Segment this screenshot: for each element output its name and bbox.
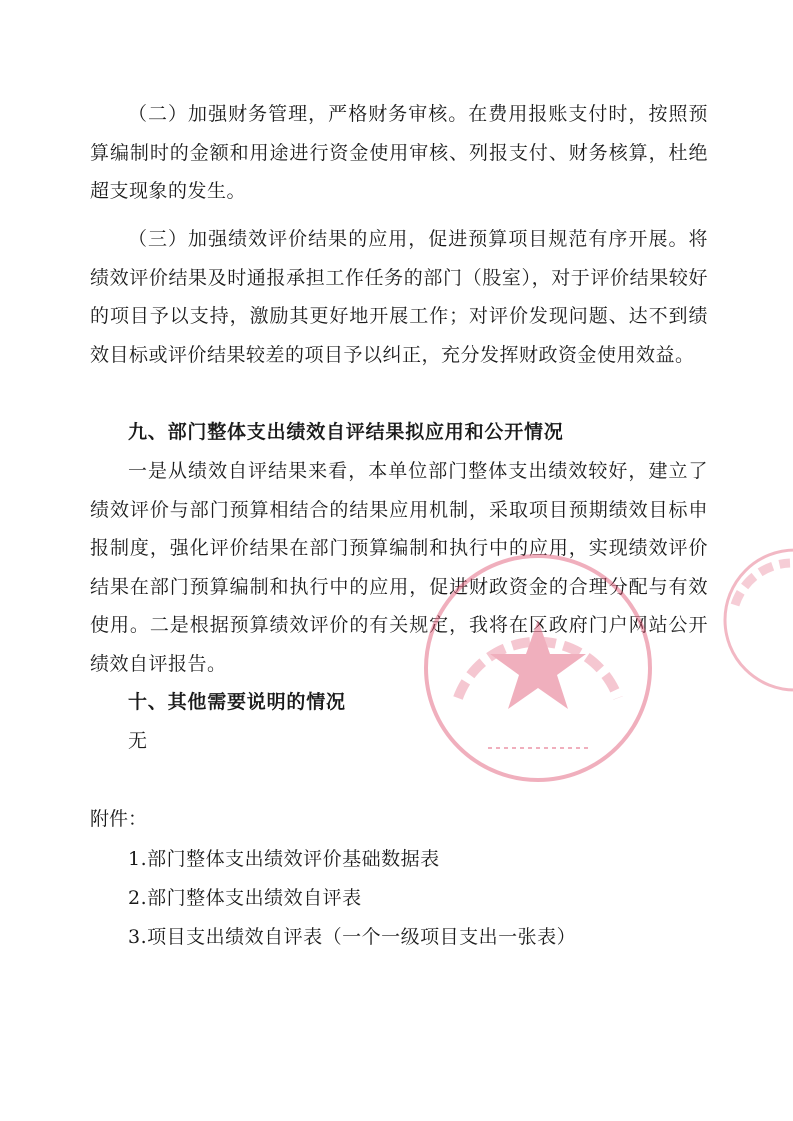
section-heading-ten: 十、其他需要说明的情况: [128, 691, 346, 713]
paragraph-none: 无: [128, 730, 148, 752]
paragraph-evaluation-results: （三）加强绩效评价结果的应用，促进预算项目规范有序开展。将绩效评价结果及时通报承担工作任务的部门（股室），对于评价结果较好的项目予以支持，激励其更好地开展工作；对评价发现问题、达不到绩效目标或评价结果较差的项目予以纠正，充分发挥财政资金使用效益。: [90, 228, 708, 366]
attachment-item-1: 1.部门整体支出绩效评价基础数据表: [128, 848, 440, 870]
section-heading-nine: 九、部门整体支出绩效自评结果拟应用和公开情况: [128, 421, 564, 443]
official-seal-partial-icon: [720, 545, 793, 695]
attachment-item-3: 3.项目支出绩效自评表（一个一级项目支出一张表）: [128, 926, 577, 948]
paragraph-finance-management: （二）加强财务管理，严格财务审核。在费用报账支付时，按照预算编制时的金额和用途进行资金使用审核、列报支付、财务核算，杜绝超支现象的发生。: [90, 103, 708, 202]
attachments-label: 附件：: [90, 808, 148, 830]
attachment-item-2: 2.部门整体支出绩效自评表: [128, 887, 362, 909]
paragraph-self-evaluation-application: 一是从绩效自评结果来看，本单位部门整体支出绩效较好，建立了绩效评价与部门预算相结合的结果应用机制，采取项目预期绩效目标申报制度，强化评价结果在部门预算编制和执行中的应用，实现绩效评价结果在部门预算编制和执行中的应用，促进财政资金的合理分配与有效使用。二是根据预算绩效评价的有关规定，我将在区政府门户网站公开绩效自评报告。: [90, 460, 708, 675]
